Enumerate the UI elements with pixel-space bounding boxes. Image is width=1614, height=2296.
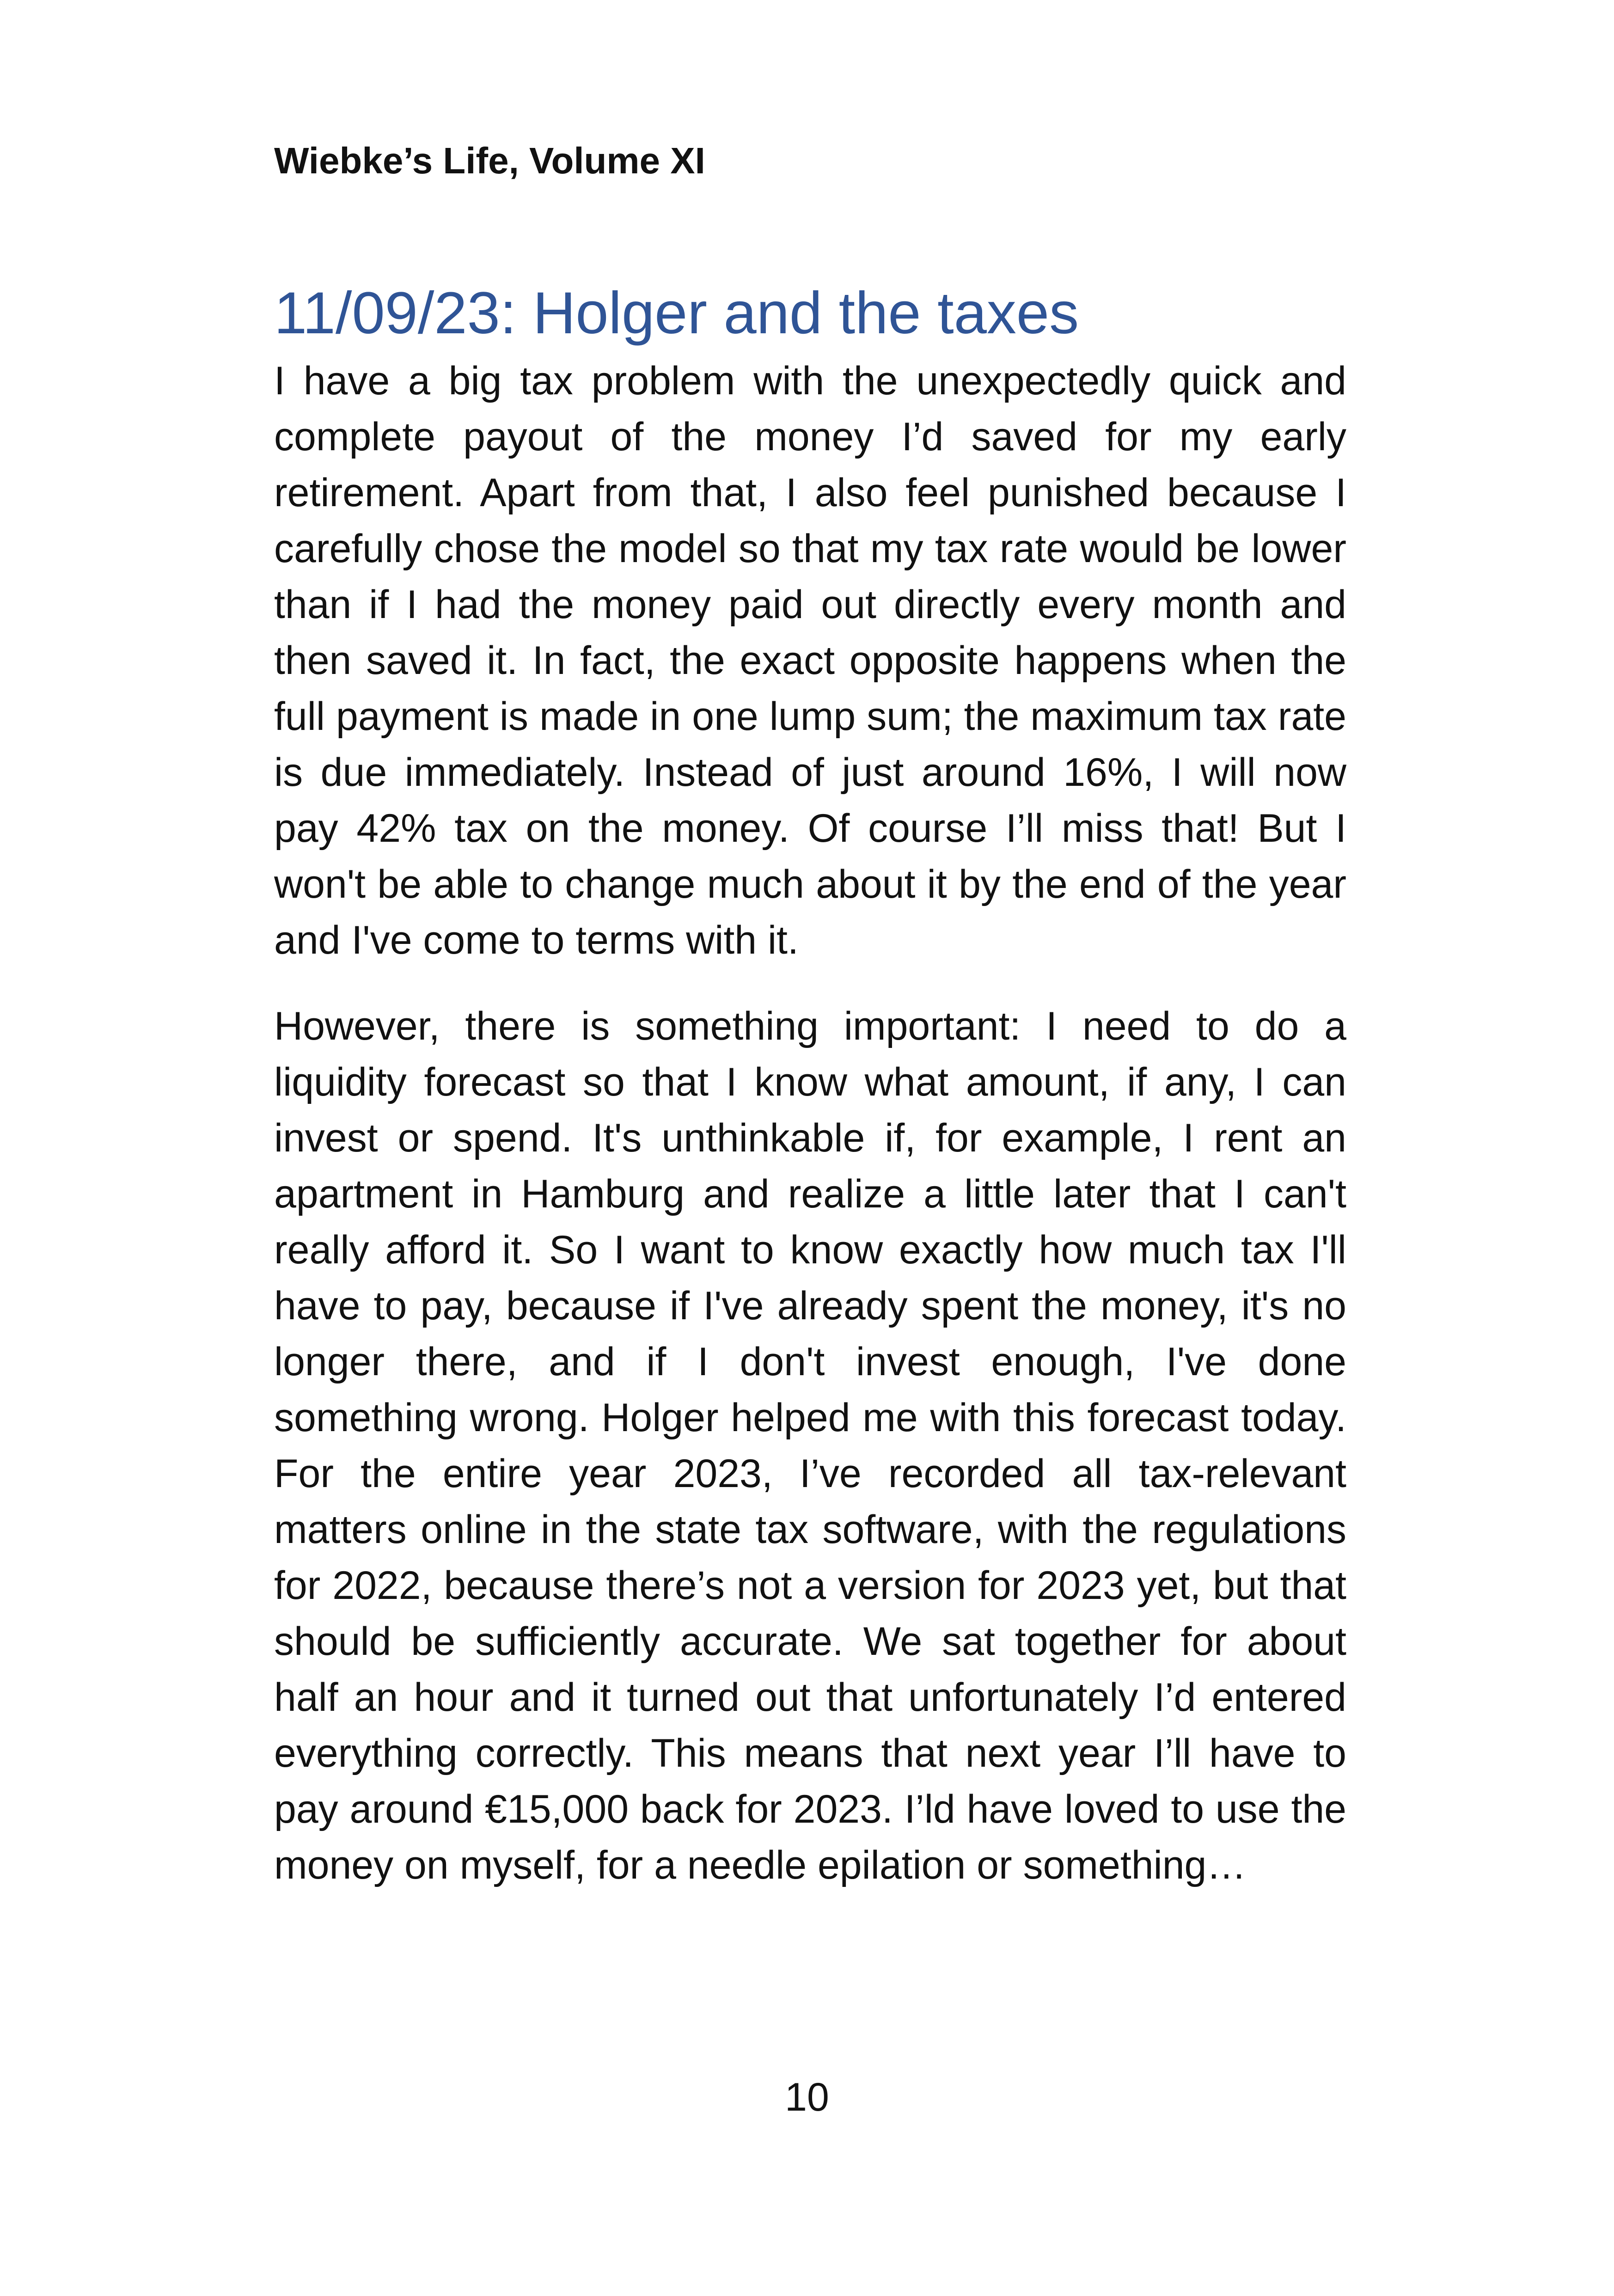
- paragraph-1: I have a big tax problem with the unexpectedly quick and complete payout of the money I’d saved for my early retirement. Apart from that, I also feel punished because I carefully chose the model so that my tax rate would be lower than if I had the money paid out directly every month and then saved it. In fact, the exact opposite happens when the full payment is made in one lump sum; the maximum tax rate is due immediately. Instead of just around 16%, I will now pay 42% tax on the money. Of course I’ll miss that! But I won't be able to change much about it by the end of the year and I've come to terms with it.: [274, 359, 1346, 963]
- running-header: Wiebke’s Life, Volume XI: [274, 140, 705, 181]
- page-number: 10: [785, 2075, 829, 2119]
- paragraph-2: However, there is something important: I need to do a liquidity forecast so that I know what amount, if any, I can invest or spend. It's unthinkable if, for example, I rent an apartment in Hamburg and realize a little later that I can't really afford it. So I want to know exactly how much tax I'll have to pay, because if I've already spent the money, it's no longer there, and if I don't invest enough, I've done something wrong. Holger helped me with this forecast today. For the entire year 2023, I’ve recorded all tax-relevant matters online in the state tax software, with the regulations for 2022, because there’s not a version for 2023 yet, but that should be sufficiently accurate. We sat together for about half an hour and it turned out that unfortunately I’d entered everything correctly. This means that next year I’ll have to pay around €15,000 back for 2023. I’ld have loved to use the money on myself, for a needle epilation or something…: [274, 1004, 1346, 1888]
- chapter-title: 11/09/23: Holger and the taxes: [274, 280, 1079, 346]
- chapter-content: [274, 277, 1346, 1923]
